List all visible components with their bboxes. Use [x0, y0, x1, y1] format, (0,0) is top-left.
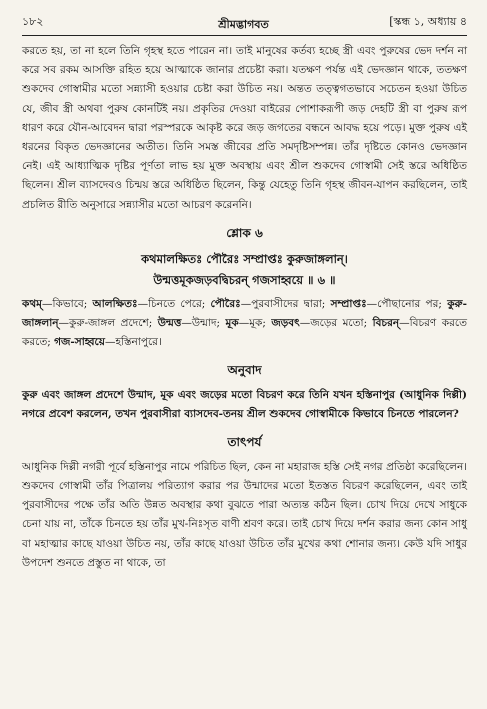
synonym-word: আলক্ষিতঃ — [92, 297, 138, 310]
page-header — [22, 14, 467, 32]
synonym-word: মূক — [225, 316, 239, 329]
synonym-meaning: পুরবাসীদের দ্বারা — [251, 297, 322, 310]
synonym-word: উন্মত্ত — [157, 316, 182, 329]
synonym-meaning: হস্তিনাপুরে। — [115, 335, 162, 348]
synonym-meaning: উন্মাদ — [191, 316, 217, 329]
synonym-meaning: বিচরণ করতে করতে — [22, 316, 467, 348]
header-rule — [22, 35, 467, 36]
translation-heading: অনুবাদ — [227, 362, 262, 377]
verse-line-2: উন্মত্তমূকজড়বদ্বিচরন্ গজসাহ্বয়ে ॥ ৬ ॥ — [153, 272, 336, 287]
synonym-meaning: মূক — [249, 316, 263, 329]
verse-line-1: কথমালক্ষিতঃ পৌরৈঃ সম্প্রাপ্তঃ কুরুজাঙ্গলান্। — [141, 251, 348, 266]
synonym-word: গজ-সাহ্বয়ে — [54, 335, 105, 348]
synonym-meaning: কিভাবে — [52, 297, 84, 310]
synonym-word: কুরু-জাঙ্গলান্ — [22, 297, 467, 329]
synonym-meaning: কুরু-জাঙ্গল প্রদেশে — [69, 316, 149, 329]
synonym-word: জড়বৎ — [271, 316, 300, 329]
paragraph-continuation: করতে হয়, তা না হলে তিনি গৃহস্থ হতে পারেন না। তাই মানুষের কর্তব্য হচ্ছে স্ত্রী এবং পুরুষের ভেদ দর্শন না করে সব রকম আসক্তি রহিত হয়ে আত্মাকে জানার প্রচেষ্টা করা। যতক্ষণ পর্যন্ত এই ভেদজ্ঞান থাকে, ততক্ষণ শুকদেব গোস্বামীর মতো সন্ন্যাসী হওয়ার চেষ্টা করা উচিত নয়। অন্তত তত্ত্বগতভাবে সচেতন হওয়া উচিত যে, জীব স্ত্রী অথবা পুরুষ কোনটিই নয়। প্রকৃতির দেওয়া বাইরের পোশাকরূপী জড় দেহটি স্ত্রী বা পুরুষ রূপ ধারণ করে যৌন-আবেদন দ্বারা পরস্পরকে আকৃষ্ট করে জড় জগতের বন্ধনে আবদ্ধ হয়ে পড়ে। মুক্ত পুরুষ এই ধরনের বিকৃত ভেদজ্ঞানের অতীত। তিনি সমস্ত জীবের প্রতি সমদৃষ্টিসম্পন্ন। তাঁর দৃষ্টিতে কোনও ভেদজ্ঞান নেই। এই আধ্যাত্মিক দৃষ্টির পূর্ণতা লাভ হয় মুক্ত অবস্থায় এবং শ্রীল শুকদেব গোস্বামী সেই স্তরে অধিষ্ঠিত ছিলেন। শ্রীল ব্যাসদেবও চিন্ময় স্তরে অধিষ্ঠিত ছিলেন, কিন্তু যেহেতু তিনি গৃহস্থ জীবন-যাপন করছিলেন, তাই প্রচলিত রীতি অনুসারে সন্ন্যাসীর মতো আচরণ করেননি। — [22, 45, 467, 211]
synonym-word: বিচরন্ — [372, 316, 400, 329]
section-label: [স্কন্ধ ১, অধ্যায় ৪ — [389, 15, 467, 28]
book-title: শ্রীমদ্ভাগবত — [218, 18, 269, 31]
synonyms: কথম্—কিভাবে; আলক্ষিতঃ—চিনতে পেরে; পৌরৈঃ—পুরবাসীদের দ্বারা; সম্প্রাপ্তঃ—পৌছানোর পর; কুরু-জাঙ্গলান্—কুরু-জাঙ্গল প্রদেশে; উন্মত্ত—উন্মাদ; মূক—মূক; জড়বৎ—জড়ের মতো; বিচরন্—বিচরণ করতে করতে; গজ-সাহ্বয়ে—হস্তিনাপুরে। — [22, 297, 467, 348]
purport-heading: তাৎপর্য — [227, 434, 262, 449]
synonym-word: কথম্ — [22, 297, 42, 310]
purport-text: আধুনিক দিল্লী নগরী পূর্বে হস্তিনাপুর নামে পরিচিত ছিল, কেন না মহারাজ হস্তি সেই নগর প্রতিষ্ঠা করেছিলেন। শুকদেব গোস্বামী তাঁর পিত্রালয় পরিত্যাগ করার পর উন্মাদের মতো ইতস্তত বিচরণ করেছিলেন, এবং তাই পুরবাসীদের পক্ষে তাঁর অতি উন্নত অবস্থার কথা বুঝতে পারা অত্যন্ত কঠিন ছিল। চোখ দিয়ে দেখে সাধুকে চেনা যায় না, তাঁকে চিনতে হয় তাঁর মুখ-নিঃসৃত বাণী শ্রবণ করে। তাই চোখ দিয়ে দর্শন করার জন্য কোন সাধু বা মহাত্মার কাছে যাওয়া উচিত নয়, তাঁর কাছে যাওয়া উচিত তাঁর মুখের কথা শোনার জন্য। কেউ যদি সাধুর উপদেশ শুনতে প্রস্তুত না থাকে, তা — [22, 460, 467, 569]
sloka-heading: শ্লোক ৬ — [226, 225, 263, 240]
synonym-word: পৌরৈঃ — [210, 297, 241, 310]
synonym-meaning: চিনতে পেরে — [148, 297, 202, 310]
page-number: ১৮২ — [22, 15, 44, 28]
synonym-word: সম্প্রাপ্তঃ — [330, 297, 367, 310]
synonym-meaning: পৌছানোর পর — [377, 297, 439, 310]
synonym-meaning: জড়ের মতো — [310, 316, 364, 329]
translation-text: কুরু এবং জাঙ্গল প্রদেশে উন্মাদ, মূক এবং জড়ের মতো বিচরণ করে তিনি যখন হস্তিনাপুর (আধুনিক দিল্লী) নগরে প্রবেশ করলেন, তখন পুরবাসীরা ব্যাসদেব-তনয় শ্রীল শুকদেব গোস্বামীকে কিভাবে চিনতে পারলেন? — [22, 388, 467, 420]
